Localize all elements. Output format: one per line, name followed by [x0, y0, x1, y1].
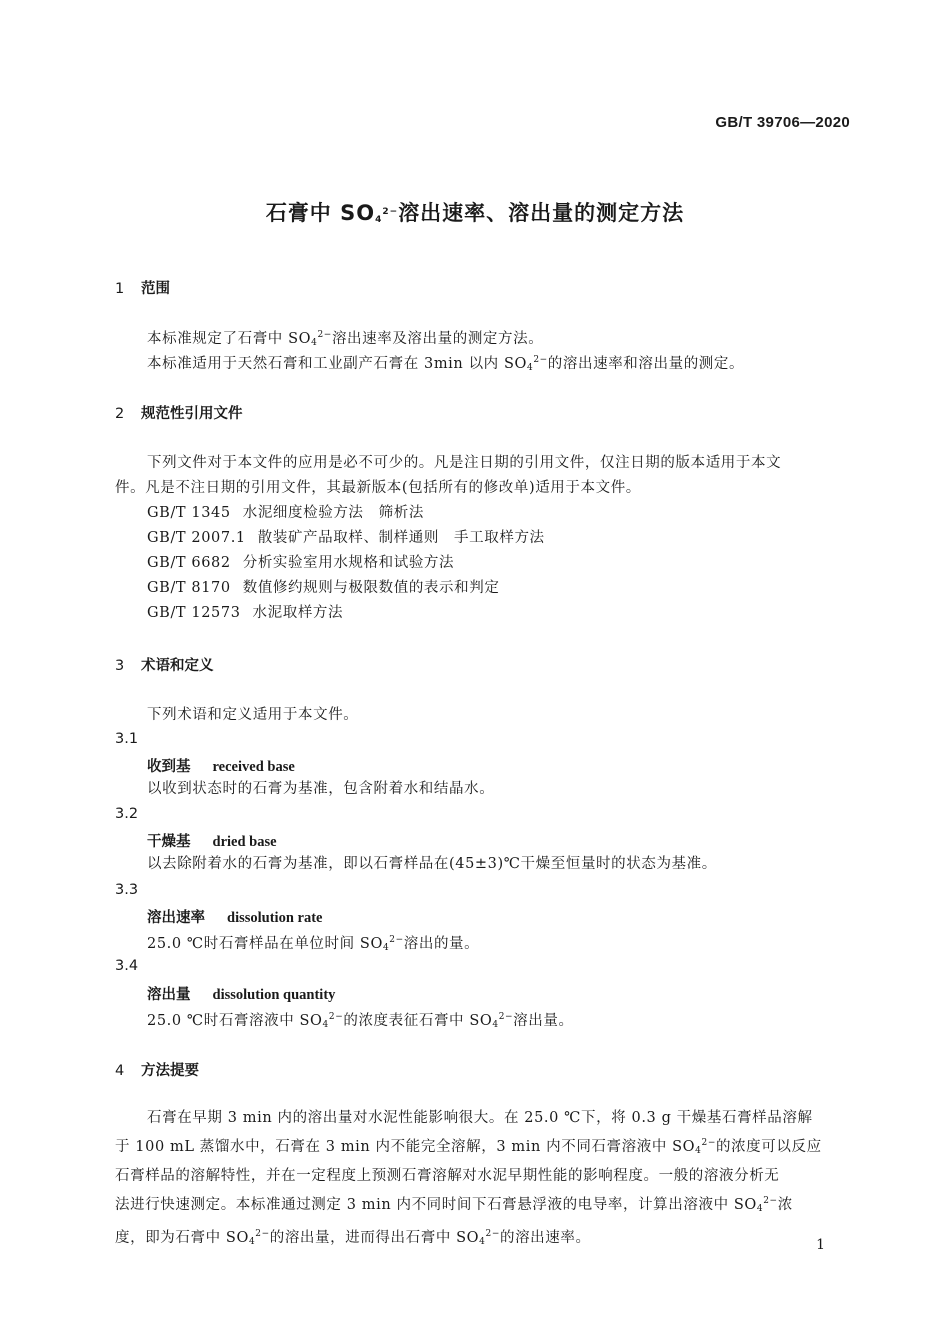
section-2-heading [115, 402, 243, 423]
title-superscript: 2− [382, 207, 399, 217]
section-title: 术语和定义 [141, 658, 214, 674]
section-number: 4 [115, 1063, 125, 1079]
term-definition: 以去除附着水的石膏为基准，即以石膏样品在(45±3)℃干燥至恒量时的状态为基准。 [147, 856, 717, 872]
term-definition: 25.0 ℃时石膏样品在单位时间 $SO_4^{2-}$溶出的量。 [147, 935, 480, 953]
section-title: 规范性引用文件 [141, 406, 243, 422]
title-text-rest: 溶出速率、溶出量的测定方法 [398, 201, 685, 225]
reference-item: GB/T 6682 分析实验室用水规格和试验方法 [147, 555, 455, 571]
section-3-heading [115, 654, 214, 675]
term-heading: 收到基 received base [147, 759, 295, 775]
s4-paragraph: 石膏在早期 3 min 内的溶出量对水泥性能影响很大。在 25.0 ℃下，将 0.3 g 干燥基石膏样品溶解 于 100 mL 蒸馏水中，石膏在 3 min 内不能完全溶解，3 min 内不同石膏溶液中 $SO_4^{2-}$的浓度可以反应 石膏样品的溶解特性，并在一定程度上预测石膏溶解对水泥早期性能的影响程度。一般的溶液分析无 法进行快速测定。本标准通过测定 3 min 内不同时间下石膏悬浮液的电导率，计算出溶液中 $SO_4^{2-}$浓 度，即为石膏中 $SO_4^{2-}$的溶出量，进而得出石膏中 $SO_4^{2-}$的溶出速率。 [115, 1110, 822, 1247]
term-number: 3.1 [115, 731, 139, 747]
term-number: 3.4 [115, 958, 139, 974]
title-subscript: 4 [375, 215, 383, 225]
reference-item: GB/T 8170 数值修约规则与极限数值的表示和判定 [147, 580, 500, 596]
standard-code: GB/T 39706—2020 [715, 114, 850, 131]
title-text: 石膏中 SO [265, 201, 376, 225]
section-number: 3 [115, 658, 125, 674]
section-number: 1 [115, 281, 125, 297]
reference-item: GB/T 2007.1 散装矿产品取样、制样通则 手工取样方法 [147, 530, 545, 546]
term-definition: 25.0 ℃时石膏溶液中 $SO_4^{2-}$的浓度表征石膏中 $SO_4^{2-}$溶出量。 [147, 1012, 574, 1030]
section-number: 2 [115, 406, 125, 422]
section-title: 范围 [141, 281, 170, 297]
term-number: 3.2 [115, 806, 139, 822]
section-4-heading [115, 1059, 199, 1080]
term-heading: 溶出量 dissolution quantity [147, 987, 336, 1003]
section-1-heading [115, 277, 170, 298]
reference-item: GB/T 12573 水泥取样方法 [147, 605, 344, 621]
term-number: 3.3 [115, 882, 139, 898]
term-heading: 干燥基 dried base [147, 834, 277, 850]
document-title [0, 197, 950, 227]
section-title: 方法提要 [141, 1063, 199, 1079]
s1-paragraph-1: 本标准规定了石膏中 $SO_4^{2-}$溶出速率及溶出量的测定方法。 [147, 330, 544, 348]
s1-paragraph-2: 本标准适用于天然石膏和工业副产石膏在 3min 以内 $SO_4^{2-}$的溶出速率和溶出量的测定。 [147, 355, 745, 373]
s3-intro: 下列术语和定义适用于本文件。 [147, 707, 359, 723]
s2-intro-paragraph: 下列文件对于本文件的应用是必不可少的。凡是注日期的引用文件，仅注日期的版本适用于本文 件。凡是不注日期的引用文件，其最新版本(包括所有的修改单)适用于本文件。 [115, 455, 782, 496]
term-heading: 溶出速率 dissolution rate [147, 910, 323, 926]
reference-item: GB/T 1345 水泥细度检验方法 筛析法 [147, 505, 424, 521]
term-definition: 以收到状态时的石膏为基准，包含附着水和结晶水。 [147, 781, 495, 797]
page-number: 1 [816, 1237, 825, 1253]
